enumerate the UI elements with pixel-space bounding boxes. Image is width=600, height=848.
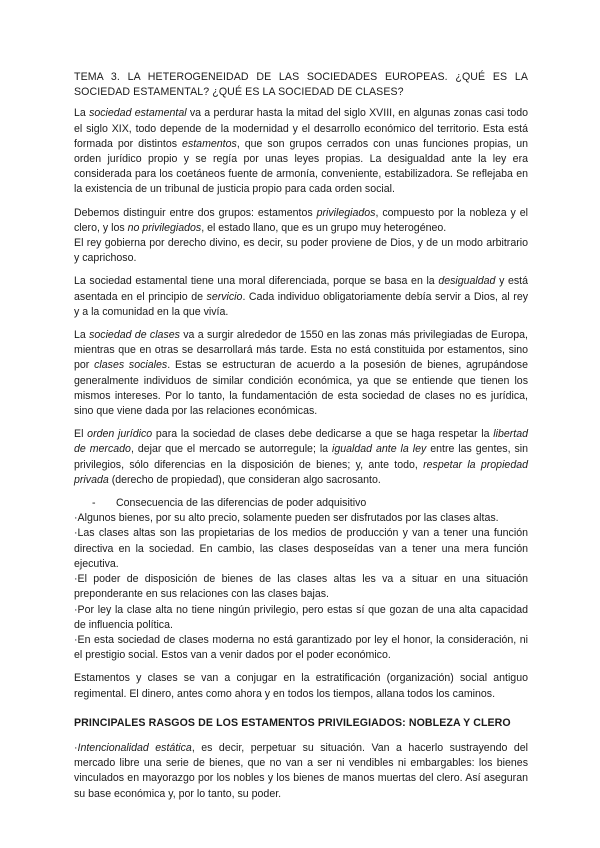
italic-term: orden jurídico <box>87 428 153 441</box>
text-run: , dejar que el mercado se autorregule; la <box>130 443 333 456</box>
text-run: La <box>74 107 90 120</box>
consequence-item: ·En esta sociedad de clases moderna no está garantizado por ley el honor, la consideración, ni el prestigio social. Estos van a venir dados por el poder económico. <box>74 633 528 662</box>
text-run: · <box>74 741 78 754</box>
document-title: TEMA 3. LA HETEROGENEIDAD DE LAS SOCIEDADES EUROPEAS. ¿QUÉ ES LA SOCIEDAD ESTAMENTAL? ¿QUÉ ES LA SOCIEDAD DE CLASES? <box>74 71 528 99</box>
paragraph-intencionalidad <box>74 741 528 802</box>
paragraph-grupos <box>74 206 528 267</box>
text-run: va a perdurar hasta la mitad del siglo XVIII, en algunas zonas casi todo el siglo XIX, todo depende de la modernidad y el desarrollo económico del territorio. Esta está formada por distintos <box>74 107 528 150</box>
text-run: El <box>74 428 88 441</box>
bullet-item <box>92 496 528 511</box>
consequences-block <box>74 496 528 663</box>
text-run: , compuesto por la nobleza y el clero, y los <box>74 206 528 234</box>
text-run: , que son grupos cerrados con unas funciones propias, un orden jurídico propio y se regía por unas leyes propias. La desigualdad ante la ley era considerada para los coetáneos fuente de armonía, conveniente, estabilizadora. Se reflejaba en la existencia de un tribunal de justicia propio para cada orden social. <box>74 137 528 196</box>
bullet-text: Consecuencia de las diferencias de poder adquisitivo <box>116 497 367 510</box>
consequence-item: ·Las clases altas son las propietarias de los medios de producción y van a tener una función directiva en la sociedad. En cambio, las clases desposeídas van a tener una mera función ejecutiva. <box>74 527 528 570</box>
text-run: , el estado llano, que es un grupo muy heterogéneo. <box>201 221 447 234</box>
consequence-item: ·Por ley la clase alta no tiene ningún privilegio, pero estas sí que gozan de una alta capacidad de influencia política. <box>74 603 528 631</box>
text-run: El rey gobierna por derecho divino, es decir, su poder proviene de Dios, y de un modo arbitrario y caprichoso. <box>74 237 528 265</box>
text-run: . Cada individuo obligatoriamente debía servir a Dios, al rey y a la comunidad en la que vivía. <box>74 290 529 318</box>
italic-term: sociedad de clases <box>89 329 180 342</box>
paragraph-orden-juridico <box>74 427 528 488</box>
text-run: Debemos distinguir entre dos grupos: estamentos <box>74 206 317 219</box>
consequence-item: ·El poder de disposición de bienes de las clases altas les va a situar en una situación preponderante en sus relaciones con las clases bajas. <box>74 573 528 601</box>
text-run: va a surgir alrededor de 1550 en las zonas más privilegiadas de Europa, mientras que en otras se desarrollará más tarde. Esta no está constituida por estamentos, sino por <box>74 329 528 372</box>
italic-term: Intencionalidad estática <box>77 741 192 754</box>
consequence-item: ·Algunos bienes, por su alto precio, solamente pueden ser disfrutados por las clases altas. <box>74 512 499 525</box>
italic-term: respetar la propiedad privada <box>74 458 528 486</box>
italic-term: libertad de mercado <box>74 428 528 456</box>
bullet-dash: - <box>92 497 96 510</box>
section-heading: PRINCIPALES RASGOS DE LOS ESTAMENTOS PRIVILEGIADOS: NOBLEZA Y CLERO <box>74 716 511 729</box>
paragraph-conclusion: Estamentos y clases se van a conjugar en la estratificación (organización) social antiguo regimental. El dinero, antes como ahora y en todos los tiempos, allana todos los caminos. <box>74 672 528 700</box>
text-run: La <box>74 329 90 342</box>
italic-term: sociedad estamental <box>89 107 187 120</box>
italic-term: privilegiados <box>316 206 376 219</box>
text-run: (derecho de propiedad), que consideran algo sacrosanto. <box>108 473 381 486</box>
italic-term: clases sociales <box>94 359 168 372</box>
text-run: La sociedad estamental tiene una moral diferenciada, porque se basa en la <box>74 275 439 288</box>
italic-term: igualdad ante la ley <box>332 443 427 456</box>
italic-term: servicio <box>206 290 243 303</box>
italic-term: estamentos <box>182 137 237 150</box>
italic-term: desigualdad <box>438 275 496 288</box>
paragraph-sociedad-estamental <box>74 106 528 197</box>
italic-term: no privilegiados <box>127 221 202 234</box>
text-run: y está asentada en el principio de <box>74 275 528 303</box>
paragraph-sociedad-clases <box>74 328 528 419</box>
text-run: entre las gentes, sin privilegios, sólo diferencias en la disposición de bienes; y, ante todo, <box>74 443 528 471</box>
text-run: , es decir, perpetuar su situación. Van a hacerlo sustrayendo del mercado libre una serie de bienes, que no van a ser ni vendibles ni embargables: los bienes vinculados en mayorazgo por los nobles y los bienes de manos muertas del clero. Así aseguran su base económica y, por lo tanto, su poder. <box>74 741 528 800</box>
text-run: . Estas se estructuran de acuerdo a la posesión de bienes, agrupándose generalmente individuos de similar condición económica, ya que se entiende que tienen los mismos intereses. Por lo tanto, la fundamentación de esta sociedad de clases no es jurídica, sino que viene dada por las relaciones económicas. <box>74 359 528 418</box>
text-run: para la sociedad de clases debe dedicarse a que se haga respetar la <box>152 428 494 441</box>
paragraph-moral <box>74 274 528 320</box>
